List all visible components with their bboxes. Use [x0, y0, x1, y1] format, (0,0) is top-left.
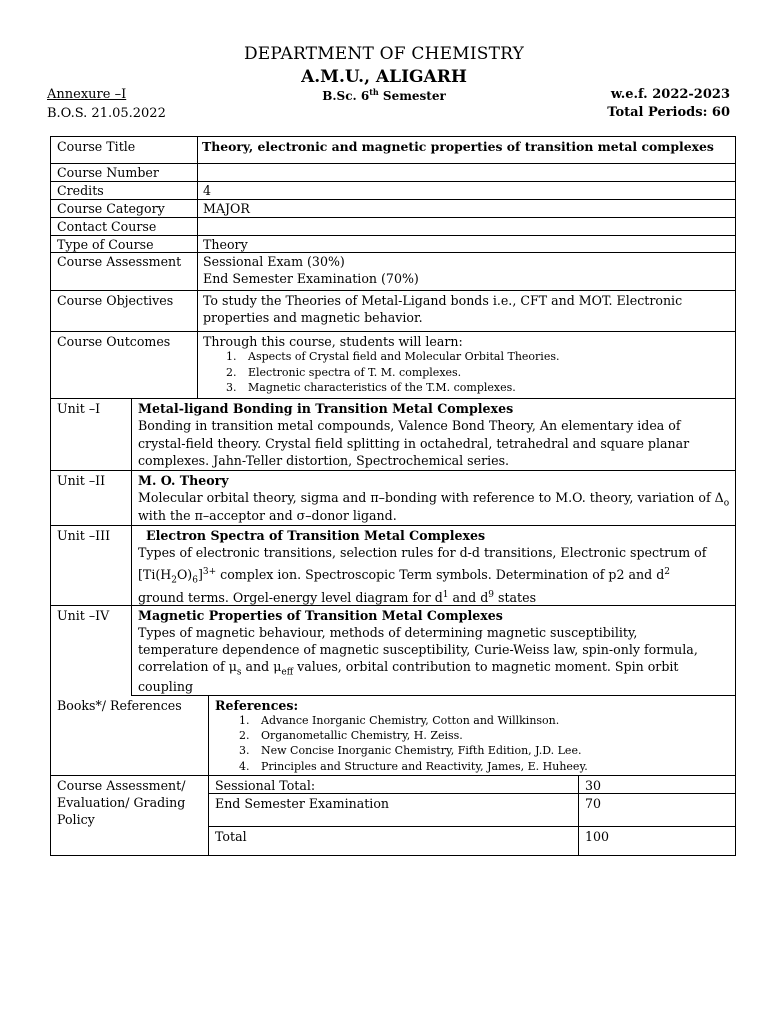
unit-4-line: Types of magnetic behaviour, methods of determining magnetic susceptibility,: [138, 625, 638, 640]
unit-1-line: crystal-field theory. Crystal field splitting in octahedral, tetrahedral and square planar: [138, 436, 690, 451]
type-of-course-label: Type of Course: [57, 237, 154, 252]
unit-1-label: Unit –I: [57, 401, 101, 416]
unit-4-label: Unit –IV: [57, 608, 110, 623]
unit-2-title: M. O. Theory: [138, 473, 229, 488]
unit-4-line: coupling: [138, 679, 194, 694]
reference-item: 4. Principles and Structure and Reactivity, James, E. Huheey.: [239, 760, 588, 773]
credits-value: 4: [203, 183, 212, 198]
credits-label: Credits: [57, 183, 104, 198]
outcome-item: 2. Electronic spectra of T. M. complexes.: [226, 366, 462, 379]
unit-1-line: Bonding in transition metal compounds, Valence Bond Theory, An elementary idea of: [138, 418, 681, 433]
unit-1-line: complexes. Jahn-Teller distortion, Spectrochemical series.: [138, 453, 510, 468]
course-outcomes-label: Course Outcomes: [57, 334, 171, 349]
course-category-label: Course Category: [57, 201, 165, 216]
course-title-value: Theory, electronic and magnetic properties of transition metal complexes: [202, 139, 714, 154]
evaluation-label: Policy: [57, 812, 95, 827]
unit-3-label: Unit –III: [57, 528, 111, 543]
outcome-item: 1. Aspects of Crystal field and Molecular Orbital Theories.: [226, 350, 560, 363]
unit-2-label: Unit –II: [57, 473, 106, 488]
total-label: Total: [215, 829, 247, 844]
sessional-total-label: Sessional Total:: [215, 778, 316, 793]
total-value: 100: [585, 829, 610, 844]
reference-item: 1. Advance Inorganic Chemistry, Cotton and Willkinson.: [239, 714, 560, 727]
course-title-label: Course Title: [57, 139, 136, 154]
references-heading: References:: [215, 698, 299, 713]
outcome-item: 3. Magnetic characteristics of the T.M. complexes.: [226, 381, 516, 394]
course-assessment-label: Course Assessment: [57, 254, 182, 269]
reference-item: 3. New Concise Inorganic Chemistry, Fifth Edition, J.D. Lee.: [239, 744, 582, 757]
reference-item: 2. Organometallic Chemistry, H. Zeiss.: [239, 729, 463, 742]
course-objectives-label: Course Objectives: [57, 293, 174, 308]
objectives-line-2: properties and magnetic behavior.: [203, 310, 423, 325]
unit-1-title: Metal-ligand Bonding in Transition Metal Complexes: [138, 401, 514, 416]
sessional-total-value: 30: [585, 778, 602, 793]
outcomes-intro: Through this course, students will learn:: [203, 334, 463, 349]
wef-label: w.e.f. 2022-2023: [610, 87, 730, 102]
evaluation-label: Course Assessment/: [57, 778, 186, 793]
unit-3-line: Types of electronic transitions, selection rules for d-d transitions, Electronic spectrum of: [138, 545, 707, 560]
assessment-sessional: Sessional Exam (30%): [203, 254, 345, 269]
course-category-value: MAJOR: [203, 201, 250, 216]
books-references-label: Books*/ References: [57, 698, 182, 713]
unit-3-title: Electron Spectra of Transition Metal Complexes: [146, 528, 486, 543]
unit-4-line: temperature dependence of magnetic susceptibility, Curie-Weiss law, spin-only formula,: [138, 642, 698, 657]
unit-3-line: $[Ti(H_2O)_6]^{3+}$ complex ion. Spectroscopic Term symbols. Determination of p2 and $d^2$: [138, 567, 670, 586]
bos-date: B.O.S. 21.05.2022: [47, 106, 166, 121]
end-semester-label: End Semester Examination: [215, 796, 390, 811]
unit-4-title: Magnetic Properties of Transition Metal Complexes: [138, 608, 503, 623]
assessment-end-semester: End Semester Examination (70%): [203, 271, 419, 286]
unit-2-line: Molecular orbital theory, sigma and π–bonding with reference to M.O. theory, variation of $\Delta_o$: [138, 490, 730, 509]
annexure-label: Annexure –I: [47, 87, 127, 102]
semester-label: B.Sc. 6th Semester: [322, 87, 446, 103]
university-title: A.M.U., ALIGARH: [301, 67, 467, 87]
total-periods: Total Periods: 60: [607, 105, 730, 120]
unit-2-line: with the π–acceptor and σ–donor ligand.: [138, 508, 397, 523]
unit-4-line: correlation of $\mu_s$ and $\mu_{eff}$ values, orbital contribution to magnetic moment. Spin orbit: [138, 659, 679, 678]
department-title: DEPARTMENT OF CHEMISTRY: [243, 44, 525, 64]
course-number-label: Course Number: [57, 165, 159, 180]
contact-course-label: Contact Course: [57, 219, 157, 234]
end-semester-value: 70: [585, 796, 602, 811]
unit-3-line: ground terms. Orgel-energy level diagram for $d^1$ and $d^9$ states: [138, 590, 537, 606]
evaluation-label: Evaluation/ Grading: [57, 795, 186, 810]
type-of-course-value: Theory: [203, 237, 248, 252]
objectives-line-1: To study the Theories of Metal-Ligand bonds i.e., CFT and MOT. Electronic: [203, 293, 683, 308]
